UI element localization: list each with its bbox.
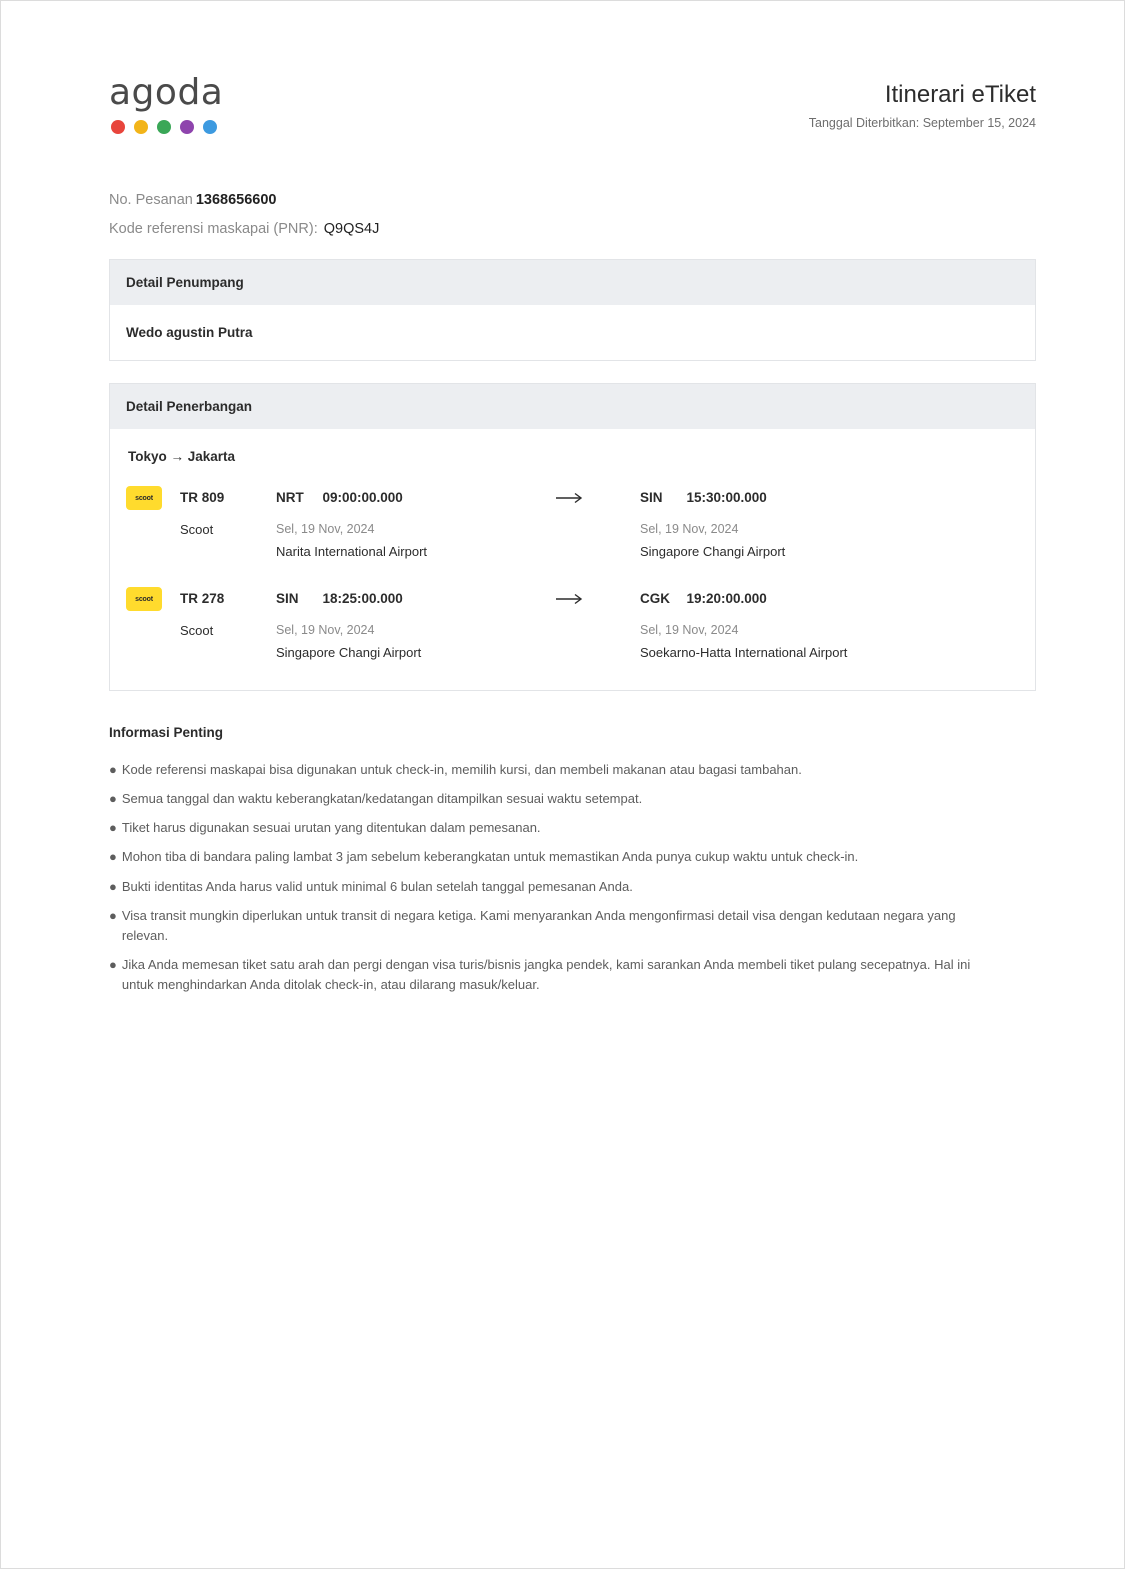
logo-dot-yellow [134, 120, 148, 134]
flight-segment [126, 486, 1019, 559]
bullet-icon: ● [109, 762, 117, 777]
info-list-item-text: Mohon tiba di bandara paling lambat 3 jam sebelum keberangkatan untuk memastikan Anda punya cukup waktu untuk check-in. [121, 849, 859, 865]
agoda-logo-dots [109, 120, 409, 134]
logo-dot-green [157, 120, 171, 134]
logo-dot-purple [180, 120, 194, 134]
segment-divider-space [126, 573, 1019, 587]
flight-panel-heading: Detail Penerbangan [109, 383, 1036, 429]
passenger-panel [109, 259, 1036, 361]
airline-logo-icon [126, 587, 162, 611]
info-list-item [109, 789, 989, 809]
order-number-label: No. Pesanan [109, 192, 193, 208]
logo-dot-red [111, 120, 125, 134]
page-title: Itinerari eTiket [884, 81, 1036, 108]
bullet-icon: ● [109, 956, 117, 972]
airline-name-col [180, 623, 276, 660]
flight-segment-top [126, 587, 1019, 611]
bullet-icon: ● [109, 849, 117, 865]
departure-airport-name: Singapore Changi Airport [276, 645, 422, 660]
departure-time: 09:00:00.000 [322, 490, 403, 505]
arrival-airport-code: SIN [640, 490, 663, 505]
arrival-airport-name: Singapore Changi Airport [640, 544, 786, 559]
airline-logo-text: scoot [135, 595, 153, 603]
flight-segment-top [126, 486, 1019, 510]
flight-number-col [180, 489, 276, 507]
route-title: Tokyo → Jakarta [128, 449, 236, 464]
logo-dot-blue [203, 120, 217, 134]
info-list-item-text: Semua tanggal dan waktu keberangkatan/kedatangan ditampilkan sesuai waktu setempat. [121, 791, 643, 807]
passenger-name: Wedo agustin Putra [126, 325, 253, 340]
arrival-detail-col [640, 623, 1019, 660]
flight-number-col [180, 590, 276, 608]
order-number-value: 1368656600 [195, 192, 277, 208]
bullet-icon: ● [109, 820, 117, 836]
document-header [109, 61, 1036, 134]
arrow-right-icon [556, 492, 640, 504]
info-list-item [109, 760, 989, 780]
info-list-item-text: Bukti identitas Anda harus valid untuk minimal 6 bulan setelah tanggal pemesanan Anda. [121, 878, 633, 894]
info-list-item [109, 818, 989, 838]
departure-time: 18:25:00.000 [322, 591, 403, 606]
airline-logo-text: scoot [135, 494, 153, 502]
flight-number: TR 809 [180, 490, 225, 505]
arrival-time: 15:30:00.000 [686, 490, 767, 505]
airline-logo-icon [126, 486, 162, 510]
header-title-block [809, 75, 1036, 130]
bullet-icon: ● [109, 878, 117, 894]
flight-panel-body [109, 429, 1036, 691]
flight-segment-bottom [126, 623, 1019, 660]
agoda-logo-text: agoda [109, 72, 224, 113]
info-list-item [109, 955, 989, 995]
arrival-airport-name: Soekarno-Hatta International Airport [640, 645, 848, 660]
arrival-date: Sel, 19 Nov, 2024 [640, 522, 739, 536]
important-info-section [109, 725, 1036, 995]
flight-segment-bottom [126, 522, 1019, 559]
departure-col [276, 489, 556, 507]
airline-name-col [180, 522, 276, 559]
arrival-detail-col [640, 522, 1019, 559]
bullet-icon: ● [109, 791, 117, 807]
info-list-item [109, 847, 989, 867]
passenger-panel-heading: Detail Penumpang [109, 259, 1036, 305]
agoda-logo [109, 72, 409, 134]
bullet-icon: ● [109, 907, 117, 923]
logo-spacer [126, 623, 162, 660]
arrival-time: 19:20:00.000 [686, 591, 767, 606]
departure-airport-name: Narita International Airport [276, 544, 428, 559]
logo-spacer [126, 522, 162, 559]
pnr-value: Q9QS4J [323, 221, 380, 237]
airline-name: Scoot [180, 623, 214, 638]
arrow-spacer [556, 522, 640, 559]
info-list-item [109, 877, 989, 897]
departure-col [276, 590, 556, 608]
departure-date: Sel, 19 Nov, 2024 [276, 623, 375, 637]
passenger-panel-body [109, 305, 1036, 361]
arrow-spacer [556, 623, 640, 660]
departure-detail-col [276, 522, 556, 559]
issued-date: Tanggal Diterbitkan: September 15, 2024 [808, 115, 1036, 130]
important-info-title: Informasi Penting [109, 725, 224, 740]
flight-number: TR 278 [180, 591, 225, 606]
pnr-label: Kode referensi maskapai (PNR): [109, 221, 318, 237]
booking-references [109, 192, 1036, 237]
info-list-item [109, 906, 989, 946]
info-list-item-text: Tiket harus digunakan sesuai urutan yang ditentukan dalam pemesanan. [121, 820, 541, 836]
departure-airport-code: SIN [276, 591, 299, 606]
info-list-item-text: Kode referensi maskapai bisa digunakan untuk check-in, memilih kursi, dan membeli makanan atau bagasi tambahan. [121, 762, 802, 777]
departure-detail-col [276, 623, 556, 660]
departure-airport-code: NRT [276, 490, 304, 505]
departure-date: Sel, 19 Nov, 2024 [276, 522, 375, 536]
info-list-item-text: Jika Anda memesan tiket satu arah dan pergi dengan visa turis/bisnis jangka pendek, kami sarankan Anda membeli tiket pulang secepatnya. Hal ini untuk menghindarkan Anda ditolak check-in, atau dilarang masuk/keluar. [121, 956, 971, 993]
arrival-col [640, 489, 1019, 507]
arrival-airport-code: CGK [640, 591, 670, 606]
arrival-col [640, 590, 1019, 608]
airline-name: Scoot [180, 522, 214, 537]
arrival-date: Sel, 19 Nov, 2024 [640, 623, 739, 637]
pnr-row [109, 221, 1036, 237]
arrow-right-icon [556, 593, 640, 605]
flight-segment [126, 587, 1019, 660]
order-number-row [109, 192, 1036, 208]
info-list-item-text: Visa transit mungkin diperlukan untuk transit di negara ketiga. Kami menyarankan Anda mengonfirmasi detail visa dengan kedutaan negara yang relevan. [121, 907, 956, 943]
flight-panel [109, 383, 1036, 691]
